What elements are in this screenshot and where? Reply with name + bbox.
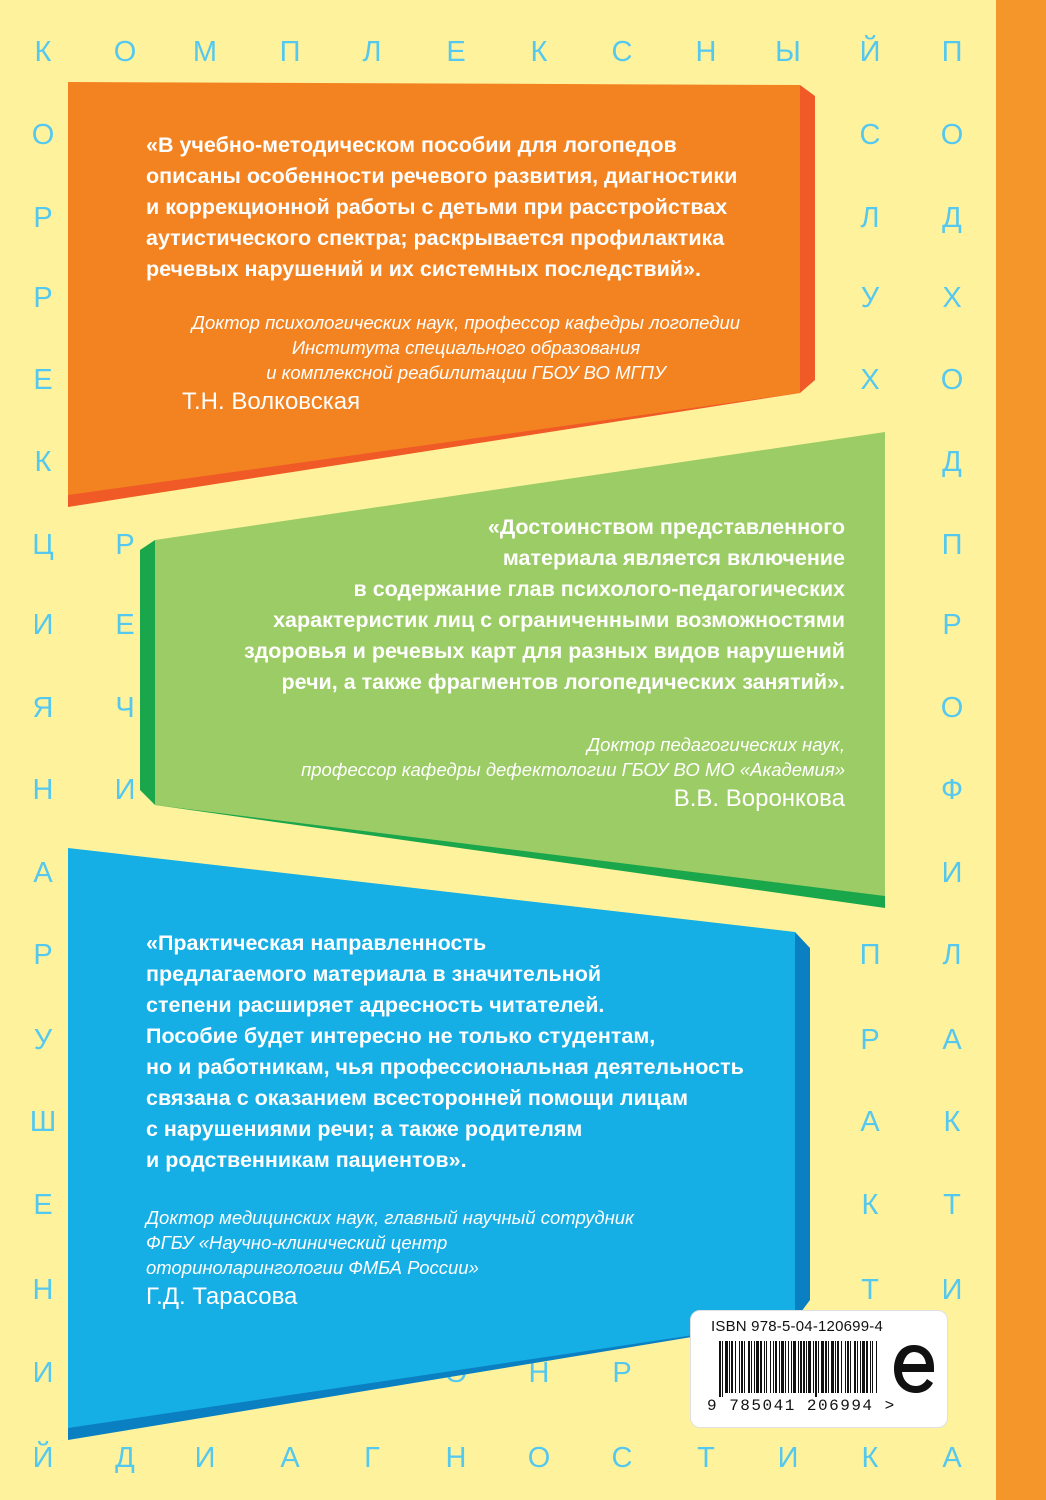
isbn-box [690,1310,948,1428]
letter-top-0: К [34,36,52,68]
barcode-bar [862,1341,865,1393]
barcode-bar [818,1341,819,1393]
letter-inner-1: Н [528,1357,550,1389]
barcode-bar [841,1341,842,1393]
barcode-bar [845,1341,846,1393]
letter-top-5: Е [446,36,466,68]
letter-right-inner-14: Т [861,1274,879,1306]
isbn-label: ISBN 978-5-04-120699-4 [711,1318,884,1335]
barcode-bar [850,1341,851,1393]
letter-right-inner-2: У [860,282,880,314]
letter-left-7: Я [32,692,54,724]
letter-right-outer-3: О [940,364,964,396]
eksmo-logo-icon [892,1341,936,1397]
letter-top-1: О [113,36,137,68]
letter-right-outer-0: О [940,119,964,151]
letter-bottom-2: И [194,1442,216,1474]
barcode-bar [744,1341,745,1393]
barcode-bar [860,1341,861,1393]
barcode-bar [770,1341,771,1393]
barcode-bar [739,1341,740,1393]
review-3-quote: «Практическая направленность предлагаемого материала в значительной степени расширяет адресность читателей. Пособие будет интересно не только студентам, но и работникам, чья профессиональная деятельность связана с оказанием всесторонней помощи лицам с нарушениями речи; а также родителям и родственникам пациентов». [146,931,744,1172]
barcode-bar [735,1341,736,1393]
letter-right-inner-12: А [860,1106,880,1138]
barcode-bar [803,1341,805,1393]
barcode-bar [722,1341,723,1397]
letter-left-6: И [32,609,54,641]
letter-right-outer-2: Х [942,282,962,314]
barcode-bar [748,1341,750,1393]
letter-left-11: У [33,1024,53,1056]
barcode-bar [719,1341,721,1397]
barcode-bar [825,1341,827,1393]
letter-bottom-7: С [611,1442,633,1474]
barcode-bar [731,1341,733,1393]
letter-bottom-9: И [777,1442,799,1474]
barcode-bar [831,1341,834,1393]
letter-left-2: Р [33,282,53,314]
letter-top-8: Н [695,36,717,68]
letter-right-outer-lower-5: Л [942,939,962,971]
letter-top-6: К [530,36,548,68]
barcode-bar [828,1341,829,1393]
barcode-bar [773,1341,774,1393]
letter-right-outer-lower-2: О [940,692,964,724]
letter-top-10: Й [859,36,881,68]
letter-right-outer-lower-9: И [941,1274,963,1306]
letter-left-8: Н [32,774,54,806]
letter-left-3: Е [33,364,53,396]
letter-bottom-1: Д [115,1442,135,1474]
letter-right-inner-1: Л [860,202,880,234]
barcode [719,1341,884,1397]
letter-left-0: О [31,119,55,151]
barcode-bar [866,1341,868,1393]
review-1-quote: «В учебно-методическом пособии для логопедов описаны особенности речевого развития, диагностики и коррекционной работы с детьми при расстройствах аутистического спектра; раскрывается профилактика речевых нарушений и их системных последствий». [146,133,738,281]
letter-bottom-10: К [861,1442,879,1474]
barcode-bar [793,1341,796,1393]
letter-left-15: И [32,1357,54,1389]
letter-left-10: Р [33,939,53,971]
letter-bottom-8: Т [697,1442,715,1474]
letter-top-3: П [279,36,301,68]
letter-right-outer-lower-3: Ф [940,774,964,806]
letter-right-outer-lower-8: Т [943,1189,961,1221]
letter-bottom-0: Й [32,1442,54,1474]
letter-right-inner-0: С [859,119,881,151]
barcode-bar [857,1341,858,1393]
letter-left-1: Р [33,202,53,234]
barcode-bar [779,1341,780,1393]
barcode-bar [775,1341,777,1393]
letter-right-outer-4: Д [942,446,962,478]
barcode-bar [766,1341,767,1393]
letter-right-outer-lower-1: Р [942,609,962,641]
letter-bottom-4: Г [364,1442,380,1474]
letter-right-outer-lower-0: П [941,529,963,561]
barcode-bar [847,1341,849,1393]
letter-second-1: Е [115,609,135,641]
letter-left-5: Ц [32,529,54,561]
letter-bottom-6: О [527,1442,551,1474]
barcode-bar [854,1341,856,1393]
letter-top-9: Ы [775,36,801,68]
letter-bottom-11: А [942,1442,962,1474]
barcode-bar [821,1341,824,1393]
letter-right-inner-10: П [859,939,881,971]
letter-second-2: Ч [115,692,135,724]
letter-top-11: П [941,36,963,68]
letter-right-inner-3: Х [860,364,880,396]
barcode-bar [872,1341,873,1393]
barcode-bar [741,1341,743,1393]
barcode-bar [791,1341,792,1393]
barcode-bar [800,1341,802,1393]
letter-right-outer-lower-7: К [943,1106,961,1138]
barcode-bar [760,1341,762,1393]
letter-second-0: Р [115,529,135,561]
letter-bottom-3: А [280,1442,300,1474]
letter-top-2: М [192,36,218,68]
barcode-bar [876,1341,877,1393]
letter-bottom-5: Н [445,1442,467,1474]
letter-right-outer-lower-6: А [942,1024,962,1056]
barcode-bar [835,1341,836,1393]
barcode-bar [764,1341,765,1393]
letter-left-13: Е [33,1189,53,1221]
barcode-bar [785,1341,786,1393]
letter-left-4: К [34,446,52,478]
barcode-bar [781,1341,784,1393]
barcode-bar [751,1341,752,1393]
barcode-bar [798,1341,799,1393]
letter-left-9: А [33,857,53,889]
review-2-attribution: Доктор педагогических наук, профессор кафедры дефектологии ГБОУ ВО МО «Академия» В.В. Воронкова [200,732,845,816]
review-2-author: В.В. Воронкова [673,785,845,812]
barcode-bar [725,1341,728,1393]
letter-second-3: И [114,774,136,806]
letter-right-outer-1: Д [942,202,962,234]
barcode-bar [815,1341,817,1397]
barcode-bar [756,1341,759,1393]
letter-inner-2: Р [612,1357,632,1389]
letter-left-12: Ш [29,1106,57,1138]
letter-top-4: Л [362,36,382,68]
barcode-bar [808,1341,811,1393]
review-1-author: Т.Н. Волковская [182,388,361,415]
letter-right-inner-13: К [861,1189,879,1221]
barcode-bar [729,1341,730,1393]
barcode-bar [837,1341,839,1393]
letter-top-7: С [611,36,633,68]
review-2-quote: «Достоинством представленного материала является включение в содержание глав психолого-педагогических характеристик лиц с ограниченными возможностями здоровья и речевых карт для разных видов нарушений речи, а также фрагментов логопедических занятий». [243,515,845,694]
letter-right-inner-11: Р [860,1024,880,1056]
review-1-attribution: Доктор психологических наук, профессор кафедры логопедии Института специального образования и комплексной реабилитации ГБОУ ВО МГПУ Т.Н. Волковская [146,310,786,419]
barcode-bar [754,1341,755,1393]
barcode-bar [870,1341,871,1393]
isbn-digits: 9 785041 206994 > [707,1397,896,1415]
review-3-attribution: Доктор медицинских наук, главный научный сотрудник ФГБУ «Научно-клинический центр оториноларингологии ФМБА России» Г.Д. Тарасова [146,1205,786,1314]
barcode-bar [806,1341,807,1393]
barcode-bar [788,1341,789,1393]
letter-left-14: Н [32,1274,54,1306]
letter-right-outer-lower-4: И [941,857,963,889]
review-3-author: Г.Д. Тарасова [146,1283,298,1310]
barcode-bar [813,1341,814,1393]
